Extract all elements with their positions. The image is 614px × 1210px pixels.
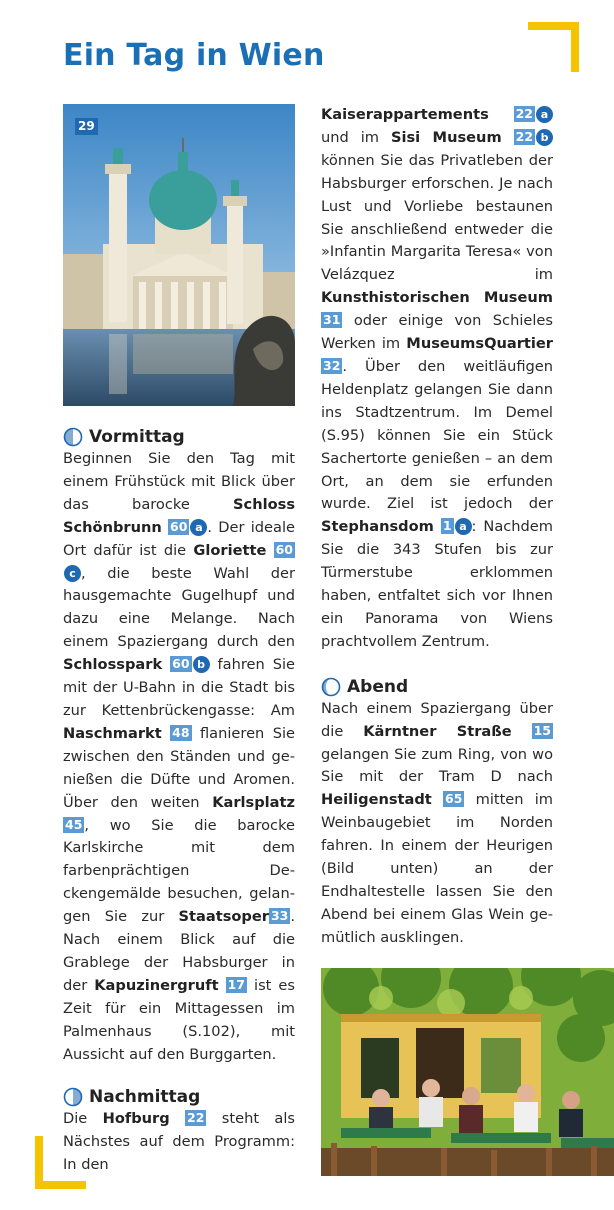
ref-letter-a: a bbox=[536, 106, 553, 123]
place-stephansdom: Stephansdom bbox=[321, 518, 434, 536]
right-column bbox=[321, 104, 553, 1176]
ref-letter-b: b bbox=[193, 656, 210, 673]
place-heiligenstadt: Heiligenstadt bbox=[321, 791, 432, 809]
ref-number-33: 33 bbox=[270, 908, 289, 924]
ref-number-15: 15 bbox=[533, 722, 551, 738]
place-museumsquartier: MuseumsQuartier bbox=[406, 335, 553, 353]
heuriger-photo bbox=[321, 968, 614, 1176]
ref-number-31: 31 bbox=[323, 312, 341, 328]
ref-number-32: 32 bbox=[323, 357, 341, 373]
ref-number-65: 65 bbox=[445, 791, 463, 807]
section-heading-abend bbox=[321, 676, 553, 698]
section-heading-vormittag bbox=[63, 426, 295, 448]
corner-mark-bottom-horizontal bbox=[35, 1181, 86, 1189]
karlskirche-photo bbox=[63, 104, 295, 406]
ref-letter-c: c bbox=[64, 565, 81, 582]
left-column bbox=[63, 104, 295, 1177]
corner-mark-top-vertical bbox=[571, 22, 579, 72]
place-gloriette: Gloriette bbox=[193, 541, 267, 559]
ref-number-1: 1 bbox=[442, 518, 452, 534]
nachmittag-paragraph-continued: Kaiserappartements 22 a und im Sisi Museum 22 b können Sie das Privatleben der Habsburger erforschen. Je nach Lust und Vorliebe bestaunen Sie anschließend entweder die »Infantin Margarita Teresa« von Velázquez im Kunsthistorischen Museum 31 oder einige von Schieles Werken im MuseumsQuartier 32 . Über den weitläufigen Heldenplatz gelangen Sie dann ins Stadtzentrum. Im Demel (S.95) können Sie ein Stück Sachertorte genießen – an dem Ort, an dem sie erfunden wurde. Ziel ist jedoch der Stephansdom 1 a : Nachdem Sie die 343 Stufen bis zur Türmerstube erklommen haben, entfaltet sich vor Ihnen ein Panorama von Wiens prachtvollem Zentrum. bbox=[321, 106, 553, 650]
page-title: Ein Tag in Wien bbox=[63, 38, 325, 73]
nachmittag-paragraph-start: Die Hofburg 22 steht als Nächstes auf dem Programm: In den bbox=[63, 1110, 295, 1174]
ref-letter-a: a bbox=[455, 518, 472, 535]
afternoon-half-circle-icon bbox=[63, 1087, 83, 1107]
ref-number-17: 17 bbox=[227, 976, 246, 992]
abend-paragraph: Nach einem Spaziergang über die Kärntner Straße 15 gelangen Sie zum Ring, von wo Sie mit der Tram D nach Heiligenstadt 65 mitten im Weinbaugebiet im Norden fahren. In einem der Heurigen (Bild unten) an der Endhaltestelle lassen Sie den Abend bei einem Glas Wein gemütlich ausklingen. bbox=[321, 699, 554, 946]
ref-number-22: 22 bbox=[515, 106, 533, 121]
place-hofburg: Hofburg bbox=[102, 1110, 170, 1128]
vormittag-paragraph: Beginnen Sie den Tag mit einem Frühstück mit Blick über das barocke Schloss Schönbrunn 60 a . Der ideale Ort dafür ist die Gloriette 60c , die beste Wahl der hausgemachte Gugelhupf und dazu eine Melange. Nach einem Spaziergang durch den Schlosspark 60 b fahren Sie mit der U-Bahn in die Stadt bis zur Kettenbrückengasse: Am Naschmarkt 48 flanieren Sie zwischen den Ständen und genießen die Düfte und Aromen. Über den weiten Karlsplatz 45 , wo Sie die barocke Karlskirche mit dem farbenprächtigen Deckengemälde besuchen, gelangen Sie zur Staatsoper 33 . Nach einem Blick auf die Grablege der Habsburger in der Kapuzinergruft 17 ist es Zeit für ein Mittagessen im Palmenhaus (S.102), mit Aussicht auf den Burggarten. bbox=[63, 450, 296, 1063]
place-sisi-museum: Sisi Museum bbox=[390, 128, 502, 146]
ref-number-60: 60 bbox=[275, 541, 293, 557]
ref-number-48: 48 bbox=[172, 724, 190, 740]
ref-number-22: 22 bbox=[187, 1110, 205, 1126]
morning-half-circle-icon bbox=[63, 427, 83, 447]
section-heading-abend-label: Abend bbox=[347, 676, 409, 697]
section-heading-nachmittag-label: Nachmittag bbox=[89, 1087, 201, 1108]
place-kaiserappartements: Kaiserappartements bbox=[321, 106, 489, 123]
place-staatsoper: Staatsoper bbox=[178, 908, 269, 926]
evening-circle-icon bbox=[321, 677, 341, 697]
ref-number-60: 60 bbox=[172, 656, 190, 672]
ref-number-22: 22 bbox=[515, 128, 534, 144]
place-kaerntner-strasse: Kärntner Straße bbox=[363, 722, 512, 740]
section-heading-nachmittag bbox=[63, 1086, 295, 1108]
place-kapuzinergruft: Kapuzinergruft bbox=[94, 976, 219, 994]
ref-number-60: 60 bbox=[170, 518, 188, 534]
place-schlosspark: Schlosspark bbox=[63, 656, 163, 674]
ref-letter-a: a bbox=[190, 519, 207, 536]
place-kunsthistorisches-museum: Kunsthistorischen Museum bbox=[321, 289, 553, 307]
ref-letter-b: b bbox=[536, 129, 553, 146]
place-karlsplatz: Karlsplatz bbox=[212, 793, 295, 811]
ref-number-45: 45 bbox=[65, 816, 83, 832]
karlskirche-illustration bbox=[63, 104, 295, 406]
heuriger-illustration bbox=[321, 968, 614, 1176]
photo-number-badge: 29 bbox=[75, 118, 98, 135]
place-naschmarkt: Naschmarkt bbox=[63, 724, 162, 742]
place-schloss-schoenbrunn: Schloss Schönbrunn bbox=[63, 495, 295, 536]
section-heading-vormittag-label: Vormittag bbox=[89, 427, 185, 447]
